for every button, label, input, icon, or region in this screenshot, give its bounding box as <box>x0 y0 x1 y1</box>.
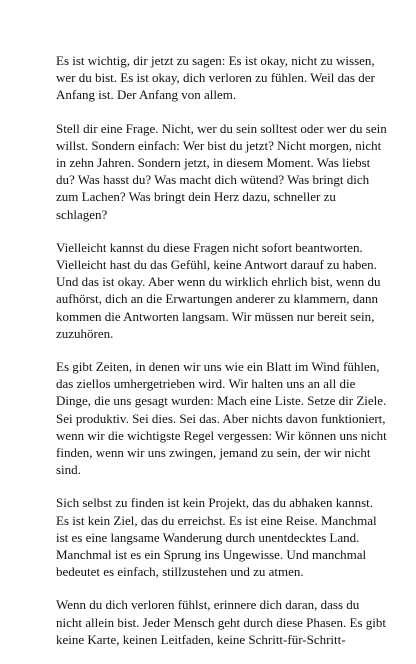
text-line: Sich selbst zu finden ist kein Projekt, das du abhaken kannst. <box>56 495 374 511</box>
text-line: du? Was hasst du? Was macht dich wütend? Was bringt dich <box>56 172 370 188</box>
text-line: Vielleicht kannst du diese Fragen nicht sofort beantworten. <box>56 239 363 255</box>
text-line: Anfang ist. Der Anfang von allem. <box>56 87 237 103</box>
text-line: das ziellos umhergetrieben wird. Wir halten uns an all die <box>56 376 356 392</box>
text-line: ist es eine langsame Wanderung durch unentdecktes Land. <box>56 529 360 545</box>
paragraph-5 <box>56 494 377 580</box>
text-line: zuzuhören. <box>56 325 114 341</box>
text-line: sind. <box>56 462 81 478</box>
text-line: Stell dir eine Frage. Nicht, wer du sein solltest oder wer du sein <box>56 120 387 136</box>
paragraph-6 <box>56 596 386 648</box>
text-line: keine Karte, keinen Leitfaden, keine Schritt-für-Schritt- <box>56 631 346 647</box>
text-line: aufhörst, dich an die Erwartungen anderer zu klammern, dann <box>56 291 378 307</box>
text-line: Es gibt Zeiten, in denen wir uns wie ein Blatt im Wind fühlen, <box>56 359 380 375</box>
text-line: kommen die Antworten langsam. Wir müssen nur bereit sein, <box>56 308 375 324</box>
text-line: Sei produktiv. Sei dies. Sei das. Aber nichts davon funktioniert, <box>56 410 386 426</box>
text-line: wer du bist. Es ist okay, dich verloren zu fühlen. Weil das der <box>56 70 375 86</box>
paragraph-3 <box>56 239 381 342</box>
text-line: Manchmal ist es ein Sprung ins Ungewisse. Und manchmal <box>56 547 367 563</box>
text-line: willst. Sondern einfach: Wer bist du jetzt? Nicht morgen, nicht <box>56 137 382 153</box>
text-line: zum Lachen? Was bringt dein Herz dazu, schneller zu <box>56 189 336 205</box>
text-line: Es ist kein Ziel, das du erreichst. Es ist eine Reise. Manchmal <box>56 512 377 528</box>
text-line: finden, wenn wir uns zwingen, jemand zu sein, der wir nicht <box>56 445 371 461</box>
text-line: Und das ist okay. Aber wenn du wirklich ehrlich bist, wenn du <box>56 274 381 290</box>
text-line: in zehn Jahren. Sondern jetzt, in diesem Moment. Was liebst <box>56 155 371 171</box>
text-line: Es ist wichtig, dir jetzt zu sagen: Es ist okay, nicht zu wissen, <box>56 53 375 68</box>
paragraph-2 <box>56 120 387 223</box>
document-page <box>56 52 387 664</box>
text-line: wenn wir die wichtigste Regel vergessen: Wir können uns nicht <box>56 427 387 443</box>
text-line: bedeutet es einfach, stillzustehen und zu atmen. <box>56 564 304 580</box>
text-line: schlagen? <box>56 206 108 222</box>
paragraph-1 <box>56 52 375 104</box>
text-line: nicht allein bist. Jeder Mensch geht durch diese Phasen. Es gibt <box>56 614 386 630</box>
text-line: Vielleicht hast du das Gefühl, keine Antwort darauf zu haben. <box>56 257 377 273</box>
text-line: Wenn du dich verloren fühlst, erinnere dich daran, dass du <box>56 597 360 613</box>
text-line: Dinge, die uns gesagt wurden: Mach eine Liste. Setze dir Ziele. <box>56 393 387 409</box>
paragraph-4 <box>56 358 387 478</box>
